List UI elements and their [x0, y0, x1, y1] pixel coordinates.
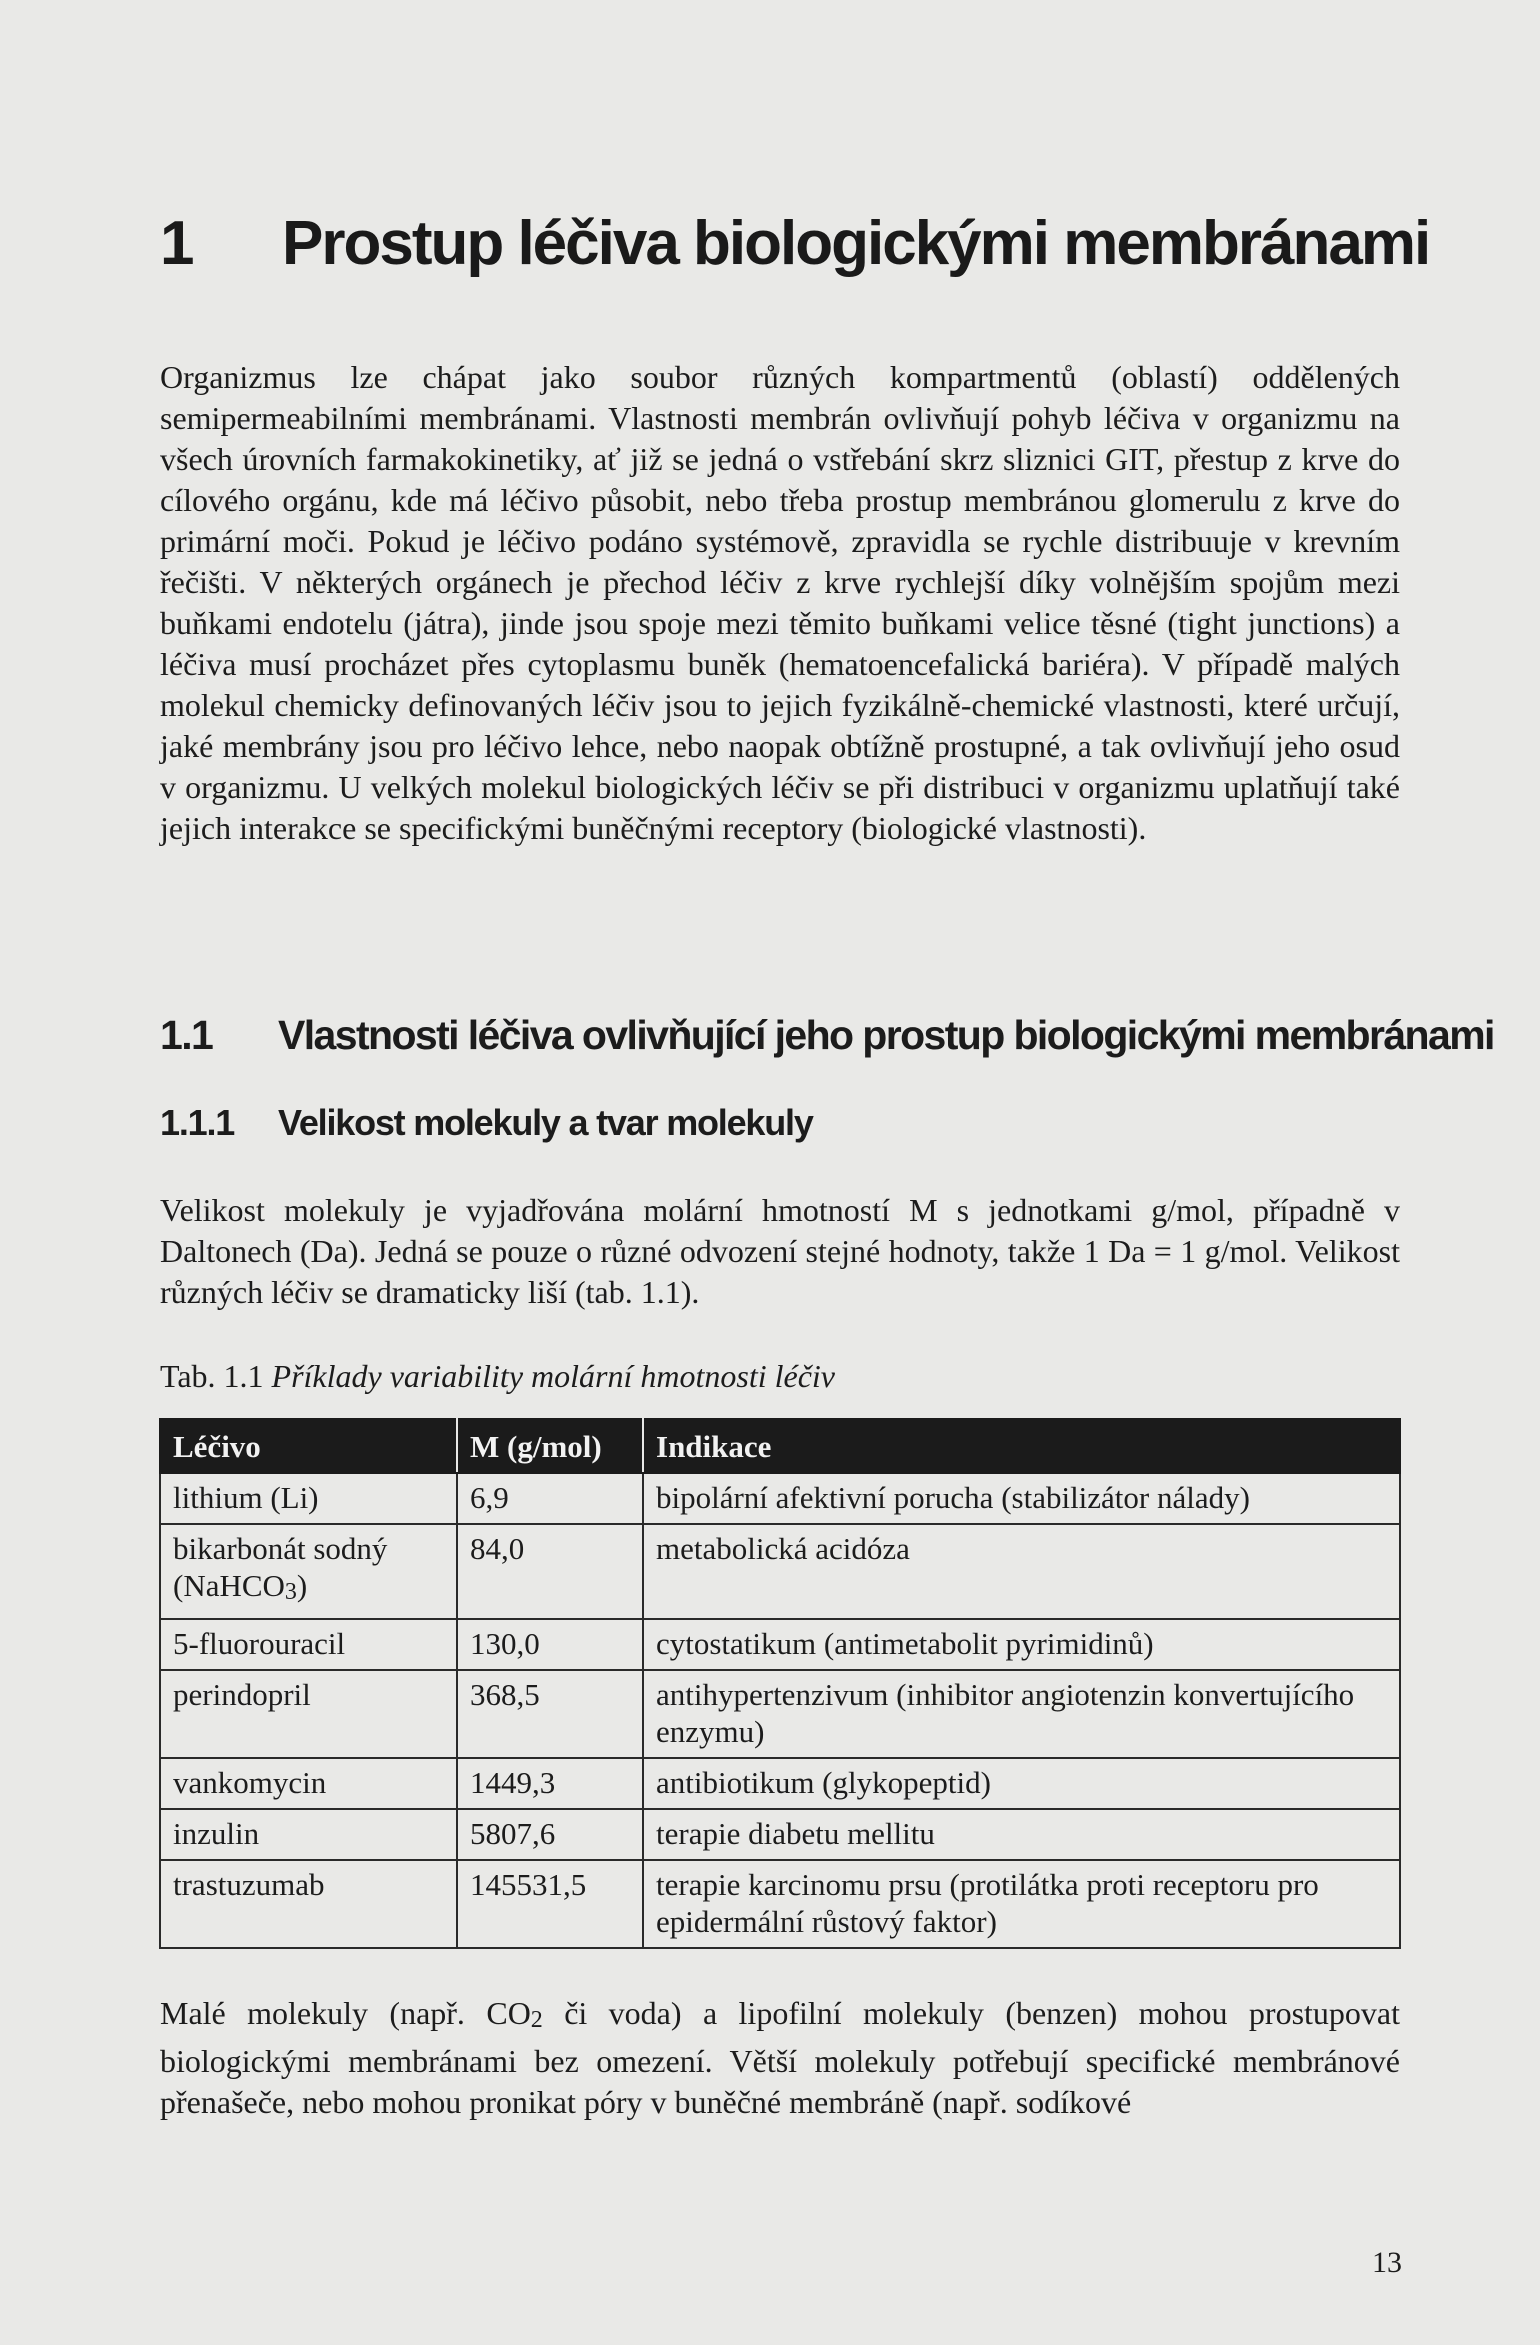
table-row — [160, 1860, 1400, 1948]
chapter-heading — [160, 208, 1429, 279]
cell-mass: 368,5 — [457, 1670, 643, 1758]
cell-mass: 6,9 — [457, 1473, 643, 1524]
cell-drug: lithium (Li) — [160, 1473, 457, 1524]
table-caption-text: Příklady variability molární hmotnosti léčiv — [271, 1358, 835, 1394]
cell-drug: vankomycin — [160, 1758, 457, 1809]
table-row — [160, 1473, 1400, 1524]
cell-mass: 1449,3 — [457, 1758, 643, 1809]
chapter-number: 1 — [160, 209, 193, 278]
table-header-row — [160, 1419, 1400, 1473]
cell-indication: bipolární afektivní porucha (stabilizátor nálady) — [643, 1473, 1400, 1524]
chapter-title: Prostup léčiva biologickými membránami — [282, 209, 1430, 278]
table-caption-label: Tab. 1.1 — [160, 1358, 264, 1394]
cell-mass: 145531,5 — [457, 1860, 643, 1948]
table-row — [160, 1758, 1400, 1809]
cell-mass: 130,0 — [457, 1619, 643, 1670]
subsection-title: Velikost molekuly a tvar molekuly — [278, 1102, 813, 1143]
size-paragraph: Velikost molekuly je vyjadřována molární hmotností M s jednotkami g/mol, případně v Daltonech (Da). Jedná se pouze o různé odvození stejné hodnoty, takže 1 Da = 1 g/mol. Velikost různých léčiv se dramaticky liší (tab. 1.1). — [160, 1192, 1400, 1310]
subsection-heading — [160, 1102, 813, 1144]
molar-mass-table — [159, 1418, 1401, 1949]
cell-indication: cytostatikum (antimetabolit pyrimidinů) — [643, 1619, 1400, 1670]
section-title: Vlastnosti léčiva ovlivňující jeho prostup biologickými membránami — [278, 1012, 1494, 1058]
section-heading — [160, 1012, 1494, 1059]
table-row — [160, 1524, 1400, 1619]
cell-indication: antibiotikum (glykopeptid) — [643, 1758, 1400, 1809]
header-drug: Léčivo — [160, 1419, 457, 1473]
cell-indication: terapie karcinomu prsu (protilátka proti receptoru pro epidermální růstový faktor) — [643, 1860, 1400, 1948]
table-row — [160, 1670, 1400, 1758]
subsection-number: 1.1.1 — [160, 1102, 235, 1143]
closing-paragraph-text: Malé molekuly (např. CO2 či voda) a lipofilní molekuly (benzen) mohou prostupovat biologickými membránami bez omezení. Větší molekuly potřebují specifické membránové přenašeče, nebo mohou pronikat póry v buněčné membráně (např. sodíkové — [160, 1995, 1401, 2120]
header-indication: Indikace — [643, 1419, 1400, 1473]
section-number: 1.1 — [160, 1012, 213, 1058]
table-row — [160, 1619, 1400, 1670]
table-caption — [160, 1358, 835, 1395]
cell-drug: perindopril — [160, 1670, 457, 1758]
cell-mass: 84,0 — [457, 1524, 643, 1619]
cell-indication: metabolická acidóza — [643, 1524, 1400, 1619]
drug-name-bikarbonat: bikarbonát sodný (NaHCO3) — [173, 1531, 388, 1605]
cell-drug: inzulin — [160, 1809, 457, 1860]
cell-drug: trastuzumab — [160, 1860, 457, 1948]
cell-drug: 5-fluorouracil — [160, 1619, 457, 1670]
cell-indication: antihypertenzivum (inhibitor angiotenzin konvertujícího enzymu) — [643, 1670, 1400, 1758]
cell-indication: terapie diabetu mellitu — [643, 1809, 1400, 1860]
closing-paragraph — [160, 1993, 1400, 2123]
intro-paragraph: Organizmus lze chápat jako soubor různých kompartmentů (oblastí) oddělených semipermeabilními membránami. Vlastnosti membrán ovlivňují pohyb léčiva v organizmu na všech úrovních farmakokinetiky, ať již se jedná o vstřebání skrz sliznici GIT, přestup z krve do cílového orgánu, kde má léčivo působit, nebo třeba prostup membránou glomerulu z krve do primární moči. Pokud je léčivo podáno systémově, zpravidla se rychle distribuuje v krevním řečišti. V některých orgánech je přechod léčiv z krve rychlejší díky volnějším spojům mezi buňkami endotelu (játra), jinde jsou spoje mezi těmito buňkami velice těsné (tight junctions) a léčiva musí procházet přes cytoplasmu buněk (hematoencefalická bariéra). V případě malých molekul chemicky definovaných léčiv jsou to jejich fyzikálně-chemické vlastnosti, které určují, jaké membrány jsou pro léčivo lehce, nebo naopak obtížně prostupné, a tak ovlivňují jeho osud v organizmu. U velkých molekul biologických léčiv se při distribuci v organizmu uplatňují také jejich interakce se specifickými buněčnými receptory (biologické vlastnosti). — [160, 359, 1400, 846]
page-number: 13 — [1372, 2246, 1402, 2279]
cell-mass: 5807,6 — [457, 1809, 643, 1860]
cell-drug — [160, 1524, 457, 1619]
header-mass: M (g/mol) — [457, 1419, 643, 1473]
table-row — [160, 1809, 1400, 1860]
